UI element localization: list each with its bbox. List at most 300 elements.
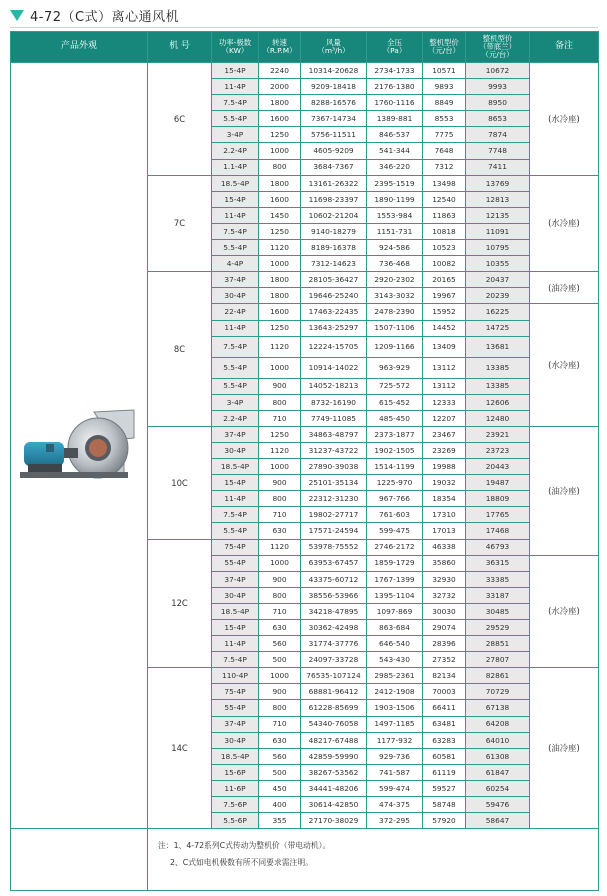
price-base-cell: 10672 <box>466 63 530 79</box>
speed-cell: 355 <box>259 813 301 829</box>
pressure-cell: 474-375 <box>367 797 423 813</box>
airflow-cell: 43375-60712 <box>301 571 367 587</box>
price-base-cell: 13385 <box>466 357 530 378</box>
price-cell: 18354 <box>423 491 466 507</box>
pressure-cell: 736-468 <box>367 256 423 272</box>
airflow-cell: 11698-23397 <box>301 191 367 207</box>
price-base-cell: 23921 <box>466 426 530 442</box>
price-cell: 13409 <box>423 336 466 357</box>
speed-cell: 1120 <box>259 336 301 357</box>
speed-cell: 1450 <box>259 207 301 223</box>
speed-cell: 500 <box>259 764 301 780</box>
model-cell: 10C <box>148 426 212 539</box>
power-cell: 75-4P <box>212 539 259 555</box>
remark-cell: (油冷座) <box>530 272 599 304</box>
price-base-cell: 59476 <box>466 797 530 813</box>
airflow-cell: 34863-48797 <box>301 426 367 442</box>
price-cell: 17310 <box>423 507 466 523</box>
speed-cell: 400 <box>259 797 301 813</box>
price-cell: 7312 <box>423 159 466 175</box>
airflow-cell: 10914-14022 <box>301 357 367 378</box>
header-power: 功率-极数 （KW） <box>212 32 259 63</box>
price-cell: 19988 <box>423 459 466 475</box>
speed-cell: 450 <box>259 780 301 796</box>
speed-cell: 1120 <box>259 539 301 555</box>
price-base-cell: 8653 <box>466 111 530 127</box>
power-cell: 5.5-6P <box>212 813 259 829</box>
airflow-cell: 42859-59990 <box>301 748 367 764</box>
price-base-cell: 12813 <box>466 191 530 207</box>
power-cell: 37-4P <box>212 426 259 442</box>
remark-cell: (水冷座) <box>530 555 599 668</box>
airflow-cell: 54340-76058 <box>301 716 367 732</box>
pressure-cell: 1389-881 <box>367 111 423 127</box>
price-base-cell: 27807 <box>466 652 530 668</box>
pressure-cell: 1902-1505 <box>367 442 423 458</box>
price-cell: 12207 <box>423 410 466 426</box>
airflow-cell: 31774-37776 <box>301 636 367 652</box>
power-cell: 5.5-4P <box>212 523 259 539</box>
price-cell: 12540 <box>423 191 466 207</box>
power-cell: 55-4P <box>212 555 259 571</box>
speed-cell: 800 <box>259 700 301 716</box>
power-cell: 3-4P <box>212 394 259 410</box>
price-base-cell: 28851 <box>466 636 530 652</box>
speed-cell: 1120 <box>259 442 301 458</box>
price-base-cell: 18809 <box>466 491 530 507</box>
price-cell: 60581 <box>423 748 466 764</box>
speed-cell: 560 <box>259 748 301 764</box>
speed-cell: 800 <box>259 394 301 410</box>
pressure-cell: 2478-2390 <box>367 304 423 320</box>
airflow-cell: 17463-22435 <box>301 304 367 320</box>
power-cell: 18.5-4P <box>212 175 259 191</box>
airflow-cell: 13643-25297 <box>301 320 367 336</box>
price-base-cell: 64208 <box>466 716 530 732</box>
title-divider <box>10 27 598 28</box>
airflow-cell: 22312-31230 <box>301 491 367 507</box>
pressure-cell: 646-540 <box>367 636 423 652</box>
header-speed: 转速 （R.P.M） <box>259 32 301 63</box>
notes-cell <box>148 829 599 891</box>
speed-cell: 1600 <box>259 304 301 320</box>
power-cell: 11-4P <box>212 207 259 223</box>
price-cell: 46338 <box>423 539 466 555</box>
power-cell: 11-6P <box>212 780 259 796</box>
price-base-cell: 46793 <box>466 539 530 555</box>
model-cell: 14C <box>148 668 212 829</box>
speed-cell: 1120 <box>259 240 301 256</box>
price-cell: 9893 <box>423 79 466 95</box>
price-base-cell: 58647 <box>466 813 530 829</box>
pressure-cell: 1553-984 <box>367 207 423 223</box>
pressure-cell: 1859-1729 <box>367 555 423 571</box>
pressure-cell: 1890-1199 <box>367 191 423 207</box>
power-cell: 22-4P <box>212 304 259 320</box>
airflow-cell: 7749-11085 <box>301 410 367 426</box>
price-cell: 28396 <box>423 636 466 652</box>
speed-cell: 1000 <box>259 357 301 378</box>
price-cell: 14452 <box>423 320 466 336</box>
airflow-cell: 24097-33728 <box>301 652 367 668</box>
price-base-cell: 7874 <box>466 127 530 143</box>
airflow-cell: 5756-11511 <box>301 127 367 143</box>
price-base-cell: 16225 <box>466 304 530 320</box>
price-cell: 7648 <box>423 143 466 159</box>
pressure-cell: 924-586 <box>367 240 423 256</box>
price-base-cell: 64010 <box>466 732 530 748</box>
price-cell: 13112 <box>423 357 466 378</box>
fan-price-table <box>10 31 599 891</box>
remark-cell: (油冷座) <box>530 426 599 555</box>
remark-cell: (油冷座) <box>530 668 599 829</box>
pressure-cell: 1497-1185 <box>367 716 423 732</box>
price-cell: 59527 <box>423 780 466 796</box>
airflow-cell: 68881-96412 <box>301 684 367 700</box>
note-line-2: 2、C式如电机极数有所不同要求需注明。 <box>170 858 313 868</box>
pressure-cell: 2985-2361 <box>367 668 423 684</box>
price-cell: 19967 <box>423 288 466 304</box>
notes-blank-cell <box>11 829 148 891</box>
power-cell: 11-4P <box>212 491 259 507</box>
price-base-cell: 61308 <box>466 748 530 764</box>
pressure-cell: 2920-2302 <box>367 272 423 288</box>
pressure-cell: 725-572 <box>367 378 423 394</box>
price-cell: 13112 <box>423 378 466 394</box>
speed-cell: 2240 <box>259 63 301 79</box>
airflow-cell: 25101-35134 <box>301 475 367 491</box>
power-cell: 11-4P <box>212 79 259 95</box>
airflow-cell: 38267-53562 <box>301 764 367 780</box>
airflow-cell: 38556-53966 <box>301 587 367 603</box>
speed-cell: 1250 <box>259 223 301 239</box>
speed-cell: 710 <box>259 603 301 619</box>
price-base-cell: 36315 <box>466 555 530 571</box>
price-cell: 20165 <box>423 272 466 288</box>
price-cell: 70003 <box>423 684 466 700</box>
airflow-cell: 14052-18213 <box>301 378 367 394</box>
pressure-cell: 846-537 <box>367 127 423 143</box>
speed-cell: 900 <box>259 378 301 394</box>
power-cell: 37-4P <box>212 716 259 732</box>
price-base-cell: 17468 <box>466 523 530 539</box>
power-cell: 2.2-4P <box>212 143 259 159</box>
pressure-cell: 599-475 <box>367 523 423 539</box>
power-cell: 7.5-4P <box>212 223 259 239</box>
airflow-cell: 3684-7367 <box>301 159 367 175</box>
pressure-cell: 3143-3032 <box>367 288 423 304</box>
pressure-cell: 1151-731 <box>367 223 423 239</box>
header-row <box>11 32 599 63</box>
pressure-cell: 1760-1116 <box>367 95 423 111</box>
speed-cell: 1800 <box>259 175 301 191</box>
price-cell: 17013 <box>423 523 466 539</box>
speed-cell: 900 <box>259 571 301 587</box>
header-price: 整机型价 （元/台） <box>423 32 466 63</box>
pressure-cell: 2395-1519 <box>367 175 423 191</box>
price-base-cell: 29529 <box>466 620 530 636</box>
price-base-cell: 20239 <box>466 288 530 304</box>
price-base-cell: 7748 <box>466 143 530 159</box>
speed-cell: 2000 <box>259 79 301 95</box>
power-cell: 7.5-4P <box>212 336 259 357</box>
price-cell: 13498 <box>423 175 466 191</box>
airflow-cell: 48217-67488 <box>301 732 367 748</box>
price-cell: 8553 <box>423 111 466 127</box>
remark-cell: (水冷座) <box>530 63 599 176</box>
price-cell: 58748 <box>423 797 466 813</box>
price-base-cell: 12480 <box>466 410 530 426</box>
price-cell: 10571 <box>423 63 466 79</box>
pressure-cell: 741-587 <box>367 764 423 780</box>
power-cell: 18.5-4P <box>212 603 259 619</box>
price-base-cell: 13385 <box>466 378 530 394</box>
pressure-cell: 599-474 <box>367 780 423 796</box>
pressure-cell: 1903-1506 <box>367 700 423 716</box>
speed-cell: 560 <box>259 636 301 652</box>
speed-cell: 1250 <box>259 426 301 442</box>
power-cell: 110-4P <box>212 668 259 684</box>
model-cell: 6C <box>148 63 212 176</box>
note-line-1: 注：1、4-72系列C式传动为整机价（带电动机）。 <box>158 841 331 851</box>
speed-cell: 710 <box>259 716 301 732</box>
model-cell: 7C <box>148 175 212 272</box>
pressure-cell: 967-766 <box>367 491 423 507</box>
pressure-cell: 2176-1380 <box>367 79 423 95</box>
model-cell: 8C <box>148 272 212 427</box>
power-cell: 15-6P <box>212 764 259 780</box>
model-cell: 12C <box>148 539 212 668</box>
pressure-cell: 2746-2172 <box>367 539 423 555</box>
price-base-cell: 10355 <box>466 256 530 272</box>
power-cell: 3-4P <box>212 127 259 143</box>
airflow-cell: 10602-21204 <box>301 207 367 223</box>
price-base-cell: 33385 <box>466 571 530 587</box>
price-base-cell: 60254 <box>466 780 530 796</box>
power-cell: 11-4P <box>212 320 259 336</box>
airflow-cell: 7367-14734 <box>301 111 367 127</box>
pressure-cell: 1767-1399 <box>367 571 423 587</box>
power-cell: 5.5-4P <box>212 111 259 127</box>
speed-cell: 900 <box>259 475 301 491</box>
price-base-cell: 13769 <box>466 175 530 191</box>
price-base-cell: 10795 <box>466 240 530 256</box>
airflow-cell: 9209-18418 <box>301 79 367 95</box>
speed-cell: 1800 <box>259 288 301 304</box>
price-cell: 10082 <box>423 256 466 272</box>
power-cell: 7.5-4P <box>212 95 259 111</box>
pressure-cell: 2412-1908 <box>367 684 423 700</box>
price-cell: 23269 <box>423 442 466 458</box>
power-cell: 18.5-4P <box>212 748 259 764</box>
power-cell: 5.5-4P <box>212 240 259 256</box>
power-cell: 1.1-4P <box>212 159 259 175</box>
price-cell: 23467 <box>423 426 466 442</box>
airflow-cell: 30362-42498 <box>301 620 367 636</box>
price-cell: 61119 <box>423 764 466 780</box>
price-base-cell: 30485 <box>466 603 530 619</box>
power-cell: 2.2-4P <box>212 410 259 426</box>
price-base-cell: 12135 <box>466 207 530 223</box>
pressure-cell: 929-736 <box>367 748 423 764</box>
airflow-cell: 53978-75552 <box>301 539 367 555</box>
pressure-cell: 1507-1106 <box>367 320 423 336</box>
pressure-cell: 543-430 <box>367 652 423 668</box>
pressure-cell: 615-452 <box>367 394 423 410</box>
airflow-cell: 34218-47895 <box>301 603 367 619</box>
table-row <box>11 63 599 79</box>
airflow-cell: 8732-16190 <box>301 394 367 410</box>
centrifugal-fan-image <box>16 404 142 488</box>
price-base-cell: 33187 <box>466 587 530 603</box>
pressure-cell: 761-603 <box>367 507 423 523</box>
price-cell: 15952 <box>423 304 466 320</box>
power-cell: 4-4P <box>212 256 259 272</box>
airflow-cell: 8189-16378 <box>301 240 367 256</box>
speed-cell: 1250 <box>259 127 301 143</box>
speed-cell: 500 <box>259 652 301 668</box>
pressure-cell: 346-220 <box>367 159 423 175</box>
remark-cell: (水冷座) <box>530 175 599 272</box>
pressure-cell: 2734-1733 <box>367 63 423 79</box>
pressure-cell: 485-450 <box>367 410 423 426</box>
power-cell: 30-4P <box>212 587 259 603</box>
price-cell: 32930 <box>423 571 466 587</box>
speed-cell: 710 <box>259 410 301 426</box>
speed-cell: 1800 <box>259 95 301 111</box>
title-bar <box>10 4 179 26</box>
airflow-cell: 61228-85699 <box>301 700 367 716</box>
pressure-cell: 1177-932 <box>367 732 423 748</box>
price-cell: 10523 <box>423 240 466 256</box>
pressure-cell: 1395-1104 <box>367 587 423 603</box>
pressure-cell: 1514-1199 <box>367 459 423 475</box>
notes-row <box>11 829 599 891</box>
price-base-cell: 12606 <box>466 394 530 410</box>
price-base-cell: 8950 <box>466 95 530 111</box>
speed-cell: 630 <box>259 523 301 539</box>
power-cell: 5.5-4P <box>212 357 259 378</box>
price-base-cell: 7411 <box>466 159 530 175</box>
price-base-cell: 20443 <box>466 459 530 475</box>
header-airflow: 风量 （m³/h） <box>301 32 367 63</box>
pressure-cell: 963-929 <box>367 357 423 378</box>
price-cell: 66411 <box>423 700 466 716</box>
price-base-cell: 11091 <box>466 223 530 239</box>
price-cell: 35860 <box>423 555 466 571</box>
airflow-cell: 63953-67457 <box>301 555 367 571</box>
pressure-cell: 541-344 <box>367 143 423 159</box>
airflow-cell: 34441-48206 <box>301 780 367 796</box>
speed-cell: 1000 <box>259 668 301 684</box>
remark-cell: (水冷座) <box>530 304 599 426</box>
airflow-cell: 12224-15705 <box>301 336 367 357</box>
pressure-cell: 2373-1877 <box>367 426 423 442</box>
price-cell: 12333 <box>423 394 466 410</box>
price-cell: 19032 <box>423 475 466 491</box>
power-cell: 55-4P <box>212 700 259 716</box>
price-cell: 11863 <box>423 207 466 223</box>
teal-triangle-icon <box>10 10 24 21</box>
power-cell: 7.5-4P <box>212 507 259 523</box>
speed-cell: 1250 <box>259 320 301 336</box>
power-cell: 37-4P <box>212 272 259 288</box>
price-base-cell: 82861 <box>466 668 530 684</box>
header-price-with-base: 整机型价 （带底兰） （元/台） <box>466 32 530 63</box>
price-cell: 8849 <box>423 95 466 111</box>
pressure-cell: 1209-1166 <box>367 336 423 357</box>
power-cell: 30-4P <box>212 442 259 458</box>
price-cell: 63283 <box>423 732 466 748</box>
airflow-cell: 30614-42850 <box>301 797 367 813</box>
power-cell: 7.5-6P <box>212 797 259 813</box>
header-pressure: 全压 （Pa） <box>367 32 423 63</box>
power-cell: 15-4P <box>212 620 259 636</box>
price-cell: 82134 <box>423 668 466 684</box>
airflow-cell: 17571-24594 <box>301 523 367 539</box>
power-cell: 15-4P <box>212 63 259 79</box>
airflow-cell: 7312-14623 <box>301 256 367 272</box>
airflow-cell: 28105-36427 <box>301 272 367 288</box>
price-base-cell: 13681 <box>466 336 530 357</box>
pressure-cell: 1225-970 <box>367 475 423 491</box>
price-cell: 32732 <box>423 587 466 603</box>
power-cell: 15-4P <box>212 191 259 207</box>
power-cell: 15-4P <box>212 475 259 491</box>
airflow-cell: 31237-43722 <box>301 442 367 458</box>
header-model: 机 号 <box>148 32 212 63</box>
airflow-cell: 9140-18279 <box>301 223 367 239</box>
price-base-cell: 14725 <box>466 320 530 336</box>
price-base-cell: 9993 <box>466 79 530 95</box>
speed-cell: 1000 <box>259 555 301 571</box>
price-base-cell: 70729 <box>466 684 530 700</box>
speed-cell: 710 <box>259 507 301 523</box>
airflow-cell: 4605-9209 <box>301 143 367 159</box>
power-cell: 5.5-4P <box>212 378 259 394</box>
speed-cell: 630 <box>259 620 301 636</box>
speed-cell: 800 <box>259 491 301 507</box>
price-cell: 30030 <box>423 603 466 619</box>
power-cell: 18.5-4P <box>212 459 259 475</box>
speed-cell: 1000 <box>259 256 301 272</box>
header-appearance: 产品外观 <box>11 32 148 63</box>
speed-cell: 1000 <box>259 459 301 475</box>
speed-cell: 800 <box>259 587 301 603</box>
price-cell: 7775 <box>423 127 466 143</box>
price-base-cell: 19487 <box>466 475 530 491</box>
pressure-cell: 1097-869 <box>367 603 423 619</box>
page-title: 4-72（C式）离心通风机 <box>30 9 180 25</box>
price-base-cell: 67138 <box>466 700 530 716</box>
airflow-cell: 13161-26322 <box>301 175 367 191</box>
speed-cell: 1600 <box>259 111 301 127</box>
header-remark: 备注 <box>530 32 599 63</box>
airflow-cell: 19802-27717 <box>301 507 367 523</box>
airflow-cell: 76535-107124 <box>301 668 367 684</box>
power-cell: 37-4P <box>212 571 259 587</box>
airflow-cell: 27890-39038 <box>301 459 367 475</box>
airflow-cell: 10314-20628 <box>301 63 367 79</box>
price-cell: 10818 <box>423 223 466 239</box>
power-cell: 11-4P <box>212 636 259 652</box>
price-base-cell: 61847 <box>466 764 530 780</box>
power-cell: 7.5-4P <box>212 652 259 668</box>
speed-cell: 630 <box>259 732 301 748</box>
price-cell: 63481 <box>423 716 466 732</box>
pressure-cell: 863-684 <box>367 620 423 636</box>
speed-cell: 900 <box>259 684 301 700</box>
